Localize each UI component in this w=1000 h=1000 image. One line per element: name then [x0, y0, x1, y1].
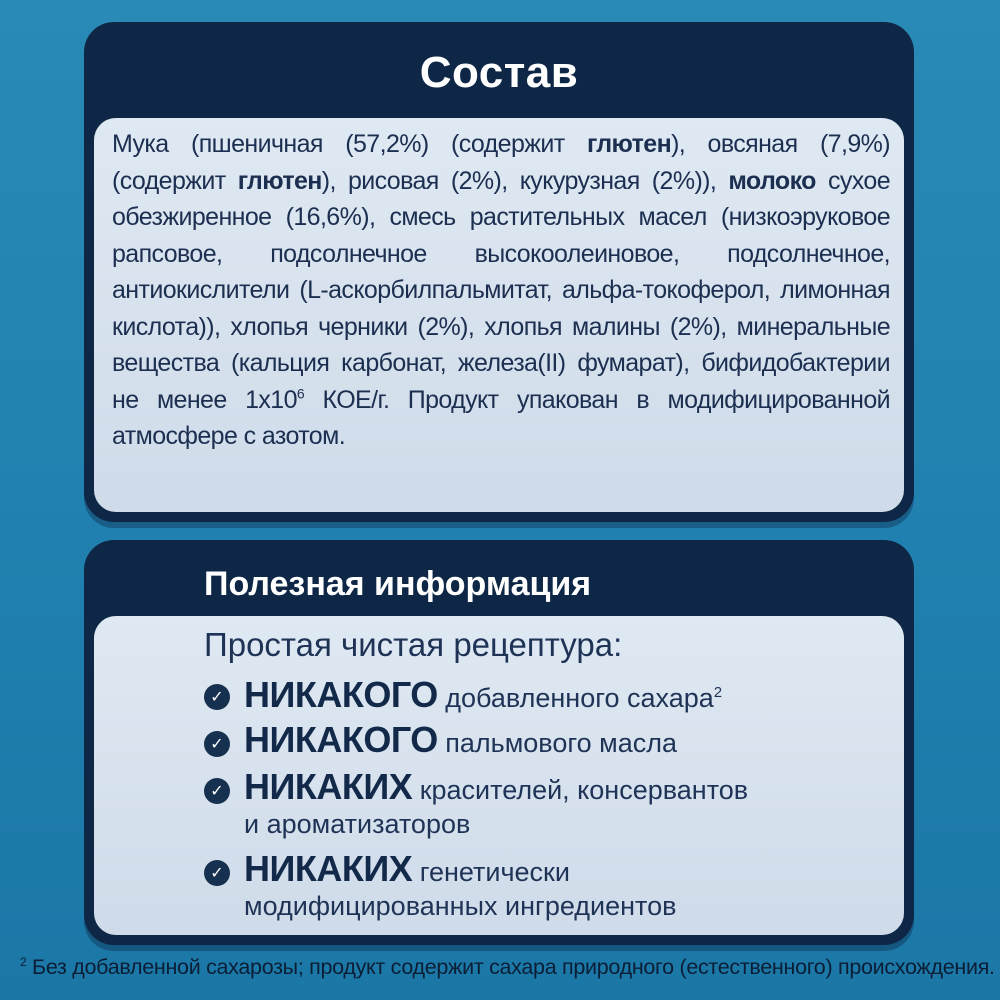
- benefit-text: [244, 766, 764, 841]
- benefit-emphasis: НИКАКОГО: [244, 674, 438, 715]
- info-card: [84, 540, 914, 945]
- benefit-emphasis: НИКАКИХ: [244, 848, 413, 889]
- benefit-description: генетически модифицированных ингредиентов: [244, 857, 677, 921]
- check-circle-icon: ✓: [204, 731, 230, 757]
- composition-text-part: КОЕ/г. Продукт упакован в модифицированной атмосфере с азотом.: [112, 385, 890, 450]
- info-title: Полезная информация: [204, 564, 592, 603]
- benefit-text: [244, 848, 684, 923]
- benefit-text: [244, 719, 677, 760]
- check-circle-icon: ✓: [204, 860, 230, 886]
- benefit-description: красителей, консервантов и ароматизаторов: [244, 775, 749, 839]
- check-circle-icon: ✓: [204, 778, 230, 804]
- composition-text-part: сухое обезжиренное (16,6%), смесь растительных масел (низкоэруковое рапсовое, подсолнечное высокоолеиновое, подсолнечное, антиокислители (L-аскорбилпальмитат, альфа-токоферол, лимонная кислота)), хлопья черники (2%), хлопья малины (2%), минеральные вещества (кальция карбонат, железа(II) фумарат), бифидобактерии не менее 1х10: [112, 166, 890, 414]
- benefit-emphasis: НИКАКИХ: [244, 766, 413, 807]
- footnote-text: Без добавленной сахарозы; продукт содержит сахара природного (естественного) происхождения.: [26, 955, 995, 980]
- composition-text-part: Мука (пшеничная (57,2%) (содержит: [112, 130, 588, 158]
- allergen-milk: молоко: [728, 166, 816, 195]
- composition-title: Состав: [419, 48, 579, 97]
- benefit-emphasis: НИКАКОГО: [244, 719, 438, 760]
- benefit-item-no-palm-oil: [204, 719, 677, 760]
- benefit-description: добавленного сахара: [437, 683, 714, 713]
- composition-text-part: ), рисовая (2%), кукурузная (2%)),: [321, 166, 729, 195]
- footnote-mark: 2: [20, 955, 27, 969]
- info-body: [94, 616, 904, 935]
- info-subtitle: Простая чистая рецептура:: [204, 626, 623, 663]
- check-circle-icon: ✓: [204, 684, 230, 710]
- benefit-item-no-gmo: [204, 848, 684, 923]
- composition-text-part: ), овсяная (7,9%) (содержит: [112, 130, 890, 195]
- allergen-gluten: глютен: [587, 130, 672, 158]
- composition-text: [112, 126, 890, 455]
- benefit-item-no-additives: [204, 766, 764, 841]
- composition-card: [84, 22, 914, 522]
- allergen-gluten: глютен: [237, 166, 322, 195]
- footnote-mark: 2: [713, 684, 723, 701]
- composition-body: [94, 118, 904, 512]
- exponent: 6: [296, 385, 305, 402]
- benefit-description: пальмового масла: [437, 728, 677, 758]
- benefit-text: [244, 676, 722, 715]
- benefit-item-no-sugar: [204, 676, 722, 715]
- footnote: [20, 955, 995, 980]
